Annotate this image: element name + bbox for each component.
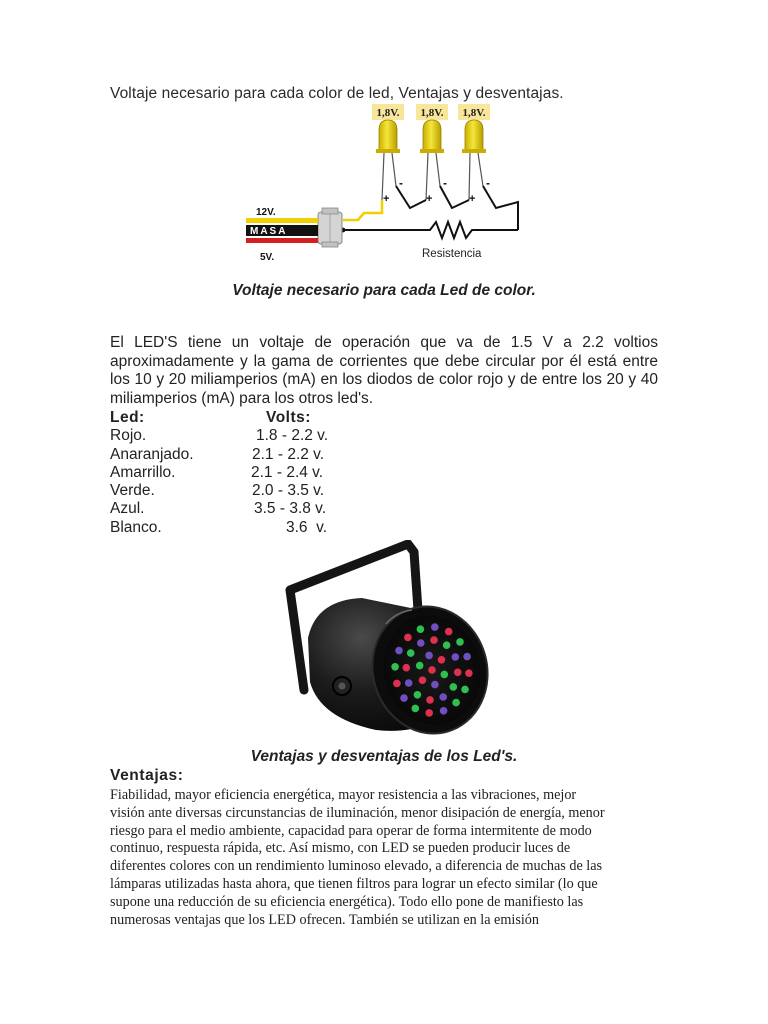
led-dot: [463, 653, 471, 661]
plus-mark-2: +: [426, 193, 433, 205]
led-dot: [461, 686, 469, 694]
header-led: Led:: [110, 409, 145, 426]
led-1-label: 1,8V.: [376, 107, 400, 119]
paragraph-suffix: de operación que va de 1.5 V a 2.2 voltios aproximadamente y la gama de corrientes que debe circular por él está entre los 10 y 20 miliamperios (mA) en los diodos de color rojo y de entre los 20 y 40 miliamperios (mA) para los otros led's.: [110, 334, 658, 407]
ventajas-line: continuo, respuesta rápida, etc. Así mismo, con LED se pueden producir luces de: [110, 840, 571, 857]
minus-mark-2: -: [443, 176, 447, 190]
ventajas-line: riesgo para el medio ambiente, capacidad para operar de forma intermitente de modo: [110, 822, 592, 839]
label-5v: 5V.: [260, 252, 275, 263]
molex-connector: [318, 208, 342, 247]
led-dot: [440, 707, 448, 715]
led-dot: [425, 709, 433, 717]
plus-mark-1: +: [383, 193, 390, 205]
led-dot: [419, 676, 427, 684]
ventajas-body: [110, 787, 658, 929]
voltaje-link[interactable]: voltaje: [259, 334, 305, 351]
led-dot: [395, 647, 403, 655]
ventajas-line: supone una reducción de su eficiencia energética). Todo ello pone de manifiesto las: [110, 893, 584, 910]
header-volts: Volts:: [266, 409, 311, 426]
row-led: Amarrillo.: [110, 463, 176, 481]
row-volts: 2.1 - 2.4 v.: [251, 463, 324, 481]
led-voltage-paragraph: [110, 334, 658, 408]
label-12v: 12V.: [256, 207, 276, 218]
led-dot: [400, 694, 408, 702]
diagram-caption: Voltaje necesario para cada Led de color.: [232, 282, 536, 299]
led-dot: [445, 628, 453, 636]
led-dot: [428, 666, 436, 674]
page-heading: Voltaje necesario para cada color de led, Ventajas y desventajas.: [110, 85, 564, 102]
led-dot: [439, 693, 447, 701]
led-par-spotlight-image: [280, 540, 495, 735]
ventajas-line: visión ante diversas circunstancias de iluminación, menor disipación de energía, menor: [110, 804, 605, 821]
minus-mark-3: -: [486, 176, 490, 190]
led-dot: [465, 669, 473, 677]
plus-mark-3: +: [469, 193, 476, 205]
led-dot: [431, 681, 439, 689]
row-led: Anaranjado.: [110, 445, 194, 463]
led-dot: [430, 636, 438, 644]
paragraph-prefix: El LED'S tiene un: [110, 334, 250, 351]
led-dot: [452, 653, 460, 661]
row-led: Verde.: [110, 482, 155, 500]
ventajas-line: numerosas ventajas que los LED ofrecen. También se utilizan en la emisión: [110, 911, 539, 928]
led-dot: [403, 664, 411, 672]
led-dot: [426, 696, 434, 704]
ventajas-line: Fiabilidad, mayor eficiencia energética, mayor resistencia a las vibraciones, mejor: [110, 787, 577, 803]
led-dot: [393, 680, 401, 688]
led-dot: [412, 705, 420, 713]
minus-mark-1: -: [399, 176, 403, 190]
led-dot: [417, 625, 425, 633]
led-dot: [441, 671, 449, 679]
ventajas-line: diferentes colores con un rendimiento luminoso elevado, a diferencia de muchas de las: [110, 858, 603, 875]
led-dot: [456, 638, 464, 646]
led-dot: [405, 679, 413, 687]
ventajas-heading: Ventajas:: [110, 767, 184, 784]
row-led: Azul.: [110, 500, 145, 518]
led-dot: [414, 691, 422, 699]
led-3-label: 1,8V.: [462, 107, 486, 119]
led-dot: [407, 649, 415, 657]
led-dot: [391, 663, 399, 671]
ventajas-line: lámparas utilizadas hasta ahora, que tienen filtros para lograr un efecto similar (lo que: [110, 875, 598, 892]
row-led: Rojo.: [110, 427, 147, 445]
led-dot: [416, 662, 424, 670]
row-volts: 3.6 v.: [286, 518, 328, 536]
led-dot: [454, 669, 462, 677]
row-volts: 2.0 - 3.5 v.: [252, 482, 325, 500]
led-dot: [438, 656, 446, 664]
led-dot: [404, 634, 412, 642]
row-volts: 2.1 - 2.2 v.: [252, 445, 325, 463]
led-dot: [425, 652, 433, 660]
led-circuit-diagram: [240, 100, 530, 270]
led-2-label: 1,8V.: [420, 107, 444, 119]
led-dot: [417, 639, 425, 647]
label-masa: MASA: [250, 226, 288, 237]
led-dot: [452, 699, 460, 707]
row-led: Blanco.: [110, 518, 162, 536]
led-dot: [431, 623, 439, 631]
resistor-label: Resistencia: [422, 248, 482, 260]
led-dot: [443, 641, 451, 649]
ventajas-caption: Ventajas y desventajas de los Led's.: [250, 748, 518, 765]
row-volts: 1.8 - 2.2 v.: [256, 427, 329, 445]
row-volts: 3.5 - 3.8 v.: [254, 500, 327, 518]
led-dot: [450, 683, 458, 691]
